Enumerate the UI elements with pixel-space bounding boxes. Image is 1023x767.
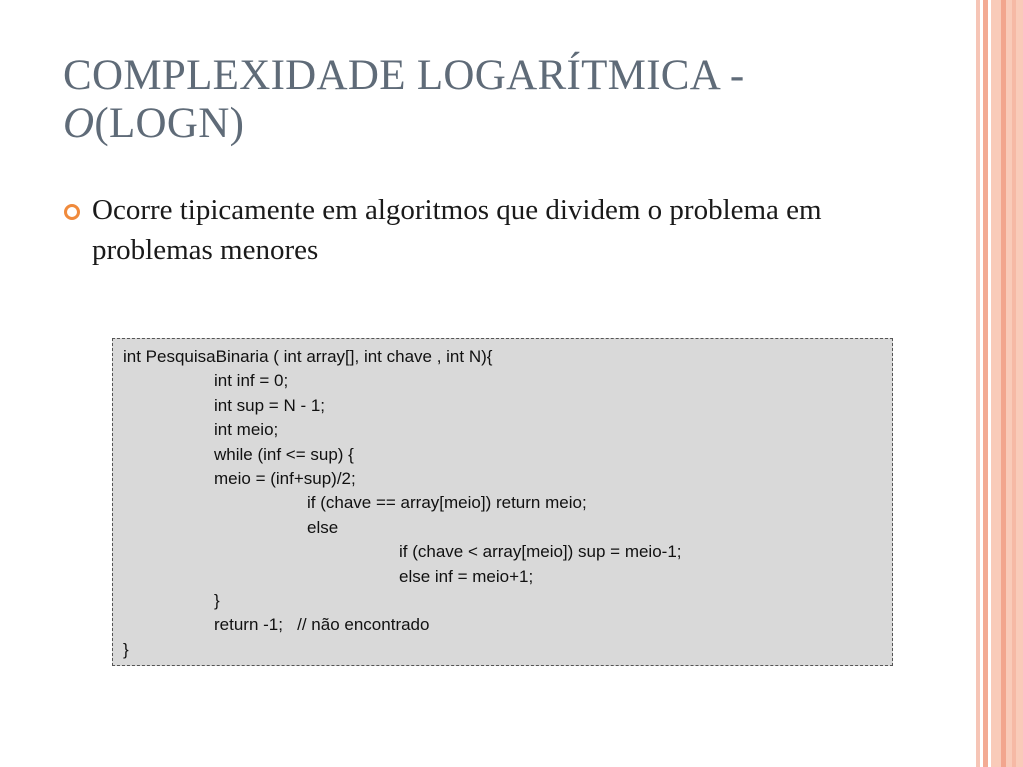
ring-bullet-icon: [64, 204, 80, 220]
code-line: int sup = N - 1;: [214, 395, 326, 415]
code-line: int inf = 0;: [214, 371, 289, 391]
decorative-stripe: [1012, 0, 1016, 767]
decorative-stripe: [1001, 0, 1006, 767]
decorative-stripe: [976, 0, 980, 767]
code-line: int PesquisaBinaria ( int array[], int chave , int N){: [123, 347, 493, 366]
decorative-stripe: [983, 0, 988, 767]
code-line: else inf = meio+1;: [399, 566, 534, 586]
code-line: while (inf <= sup) {: [214, 444, 354, 464]
code-line: return -1; // não encontrado: [214, 615, 430, 635]
code-line: if (chave == array[meio]) return meio;: [307, 493, 587, 513]
title-main: COMPLEXIDADE LOGARÍTMICA -: [63, 52, 745, 99]
code-line: else: [307, 517, 339, 537]
title-big-o: O: [63, 100, 95, 147]
title-logn: (LOGN): [94, 100, 245, 147]
bullet-text: Ocorre tipicamente em algoritmos que dividem o problema em problemas menores: [92, 194, 822, 266]
code-line: meio = (inf+sup)/2;: [214, 468, 356, 488]
code-line: }: [214, 590, 220, 610]
code-block: [112, 338, 893, 666]
code-line: int meio;: [214, 420, 279, 440]
decorative-stripe: [991, 0, 1023, 767]
code-line: }: [123, 639, 129, 659]
slide-title: [63, 52, 863, 148]
code-line: if (chave < array[meio]) sup = meio-1;: [399, 542, 682, 562]
